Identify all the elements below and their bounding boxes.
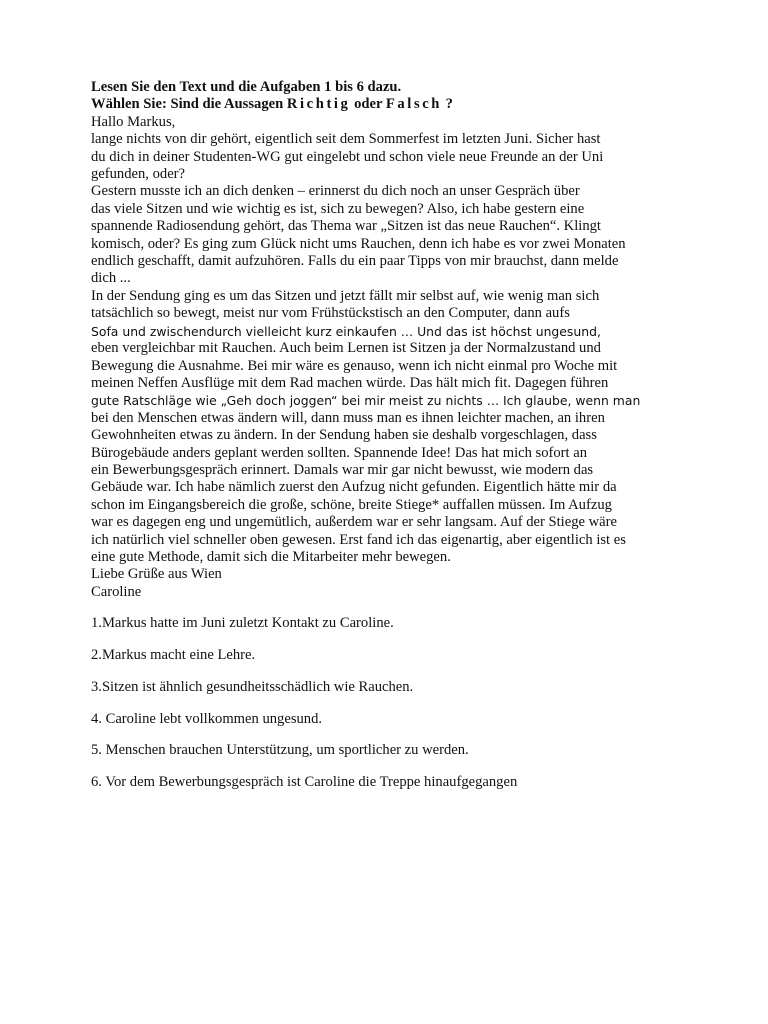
letter-line: ich natürlich viel schneller oben gewesen. Erst fand ich das eigenartig, aber eigentlich ist es <box>91 531 626 548</box>
letter-line: Gestern musste ich an dich denken – erinnerst du dich noch an unser Gespräch über <box>91 183 580 200</box>
instruction-heading-2 <box>91 96 681 113</box>
instruction-falsch: Falsch <box>385 96 443 113</box>
letter-line: gefunden, oder? <box>91 166 186 183</box>
letter-line: endlich geschafft, damit aufzuhören. Falls du ein paar Tipps von mir brauchst, dann melde <box>91 253 619 270</box>
question-item: 4. Caroline lebt vollkommen ungesund. <box>91 710 323 727</box>
letter-line: gute Ratschläge wie „Geh doch joggen“ bei mir meist zu nichts … Ich glaube, wenn man <box>91 393 641 409</box>
instruction-richtig: Richtig <box>286 96 351 113</box>
letter-body <box>91 131 681 566</box>
question-item: 1.Markus hatte im Juni zuletzt Kontakt zu Caroline. <box>91 615 394 632</box>
letter-line: war es dagegen eng und ungemütlich, außerdem war er sehr langsam. Auf der Stiege wäre <box>91 514 617 531</box>
letter-signature: Caroline <box>91 583 142 600</box>
letter-line: lange nichts von dir gehört, eigentlich seit dem Sommerfest im letzten Juni. Sicher hast <box>91 131 601 148</box>
letter-line: In der Sendung ging es um das Sitzen und jetzt fällt mir selbst auf, wie wenig man sich <box>91 287 600 304</box>
question-item: 5. Menschen brauchen Unterstützung, um sportlicher zu werden. <box>91 742 469 759</box>
letter-line: tatsächlich so bewegt, meist nur vom Frühstückstisch an den Computer, dann aufs <box>91 305 570 322</box>
question-list <box>91 615 681 791</box>
instruction-suffix: ? <box>442 96 453 113</box>
letter-line: Gebäude war. Ich habe nämlich zuerst den Aufzug nicht gefunden. Eigentlich hätte mir da <box>91 479 617 496</box>
question-item: 3.Sitzen ist ähnlich gesundheitsschädlich wie Rauchen. <box>91 678 414 695</box>
letter-line: Gewohnheiten etwas zu ändern. In der Sendung haben sie deshalb vorgeschlagen, dass <box>91 427 597 444</box>
letter-closing: Liebe Grüße aus Wien <box>91 566 222 583</box>
question-item: 2.Markus macht eine Lehre. <box>91 646 256 663</box>
letter-line: meinen Neffen Ausflüge mit dem Rad machen würde. Das hält mich fit. Dagegen führen <box>91 374 609 391</box>
letter-line: schon im Eingangsbereich die große, schöne, breite Stiege* auffallen müssen. Im Aufzug <box>91 496 612 513</box>
letter-line: bei den Menschen etwas ändern will, dann muss man es ihnen leichter machen, an ihren <box>91 409 605 426</box>
letter-line: dich ... <box>91 270 131 287</box>
letter-line: Bewegung die Ausnahme. Bei mir wäre es genauso, wenn ich nicht einmal pro Woche mit <box>91 357 618 374</box>
letter-line: eine gute Methode, damit sich die Mitarbeiter mehr bewegen. <box>91 548 451 565</box>
document-page <box>91 79 681 806</box>
letter-line: komisch, oder? Es ging zum Glück nicht ums Rauchen, denn ich habe es vor zwei Monaten <box>91 235 626 252</box>
letter-line: spannende Radiosendung gehört, das Thema war „Sitzen ist das neue Rauchen“. Klingt <box>91 218 601 235</box>
letter-line: du dich in deiner Studenten-WG gut eingelebt und schon viele neue Freunde an der Uni <box>91 148 604 165</box>
letter-greeting: Hallo Markus, <box>91 113 176 130</box>
letter-line: eben vergleichbar mit Rauchen. Auch beim Lernen ist Sitzen ja der Normalzustand und <box>91 340 601 357</box>
letter-line: das viele Sitzen und wie wichtig es ist, sich zu bewegen? Also, ich habe gestern eine <box>91 200 585 217</box>
instruction-prefix: Wählen Sie: Sind die Aussagen <box>91 96 287 113</box>
letter-line: Bürogebäude anders geplant werden sollten. Spannende Idee! Das hat mich sofort an <box>91 444 588 461</box>
letter-line: Sofa und zwischendurch vielleicht kurz einkaufen … Und das ist höchst ungesund, <box>91 323 601 339</box>
question-item: 6. Vor dem Bewerbungsgespräch ist Caroline die Treppe hinaufgegangen <box>91 774 518 791</box>
letter-line: ein Bewerbungsgespräch erinnert. Damals war mir gar nicht bewusst, wie modern das <box>91 461 594 478</box>
instruction-heading-1: Lesen Sie den Text und die Aufgaben 1 bis 6 dazu. <box>91 79 402 95</box>
instruction-oder: oder <box>350 96 386 113</box>
